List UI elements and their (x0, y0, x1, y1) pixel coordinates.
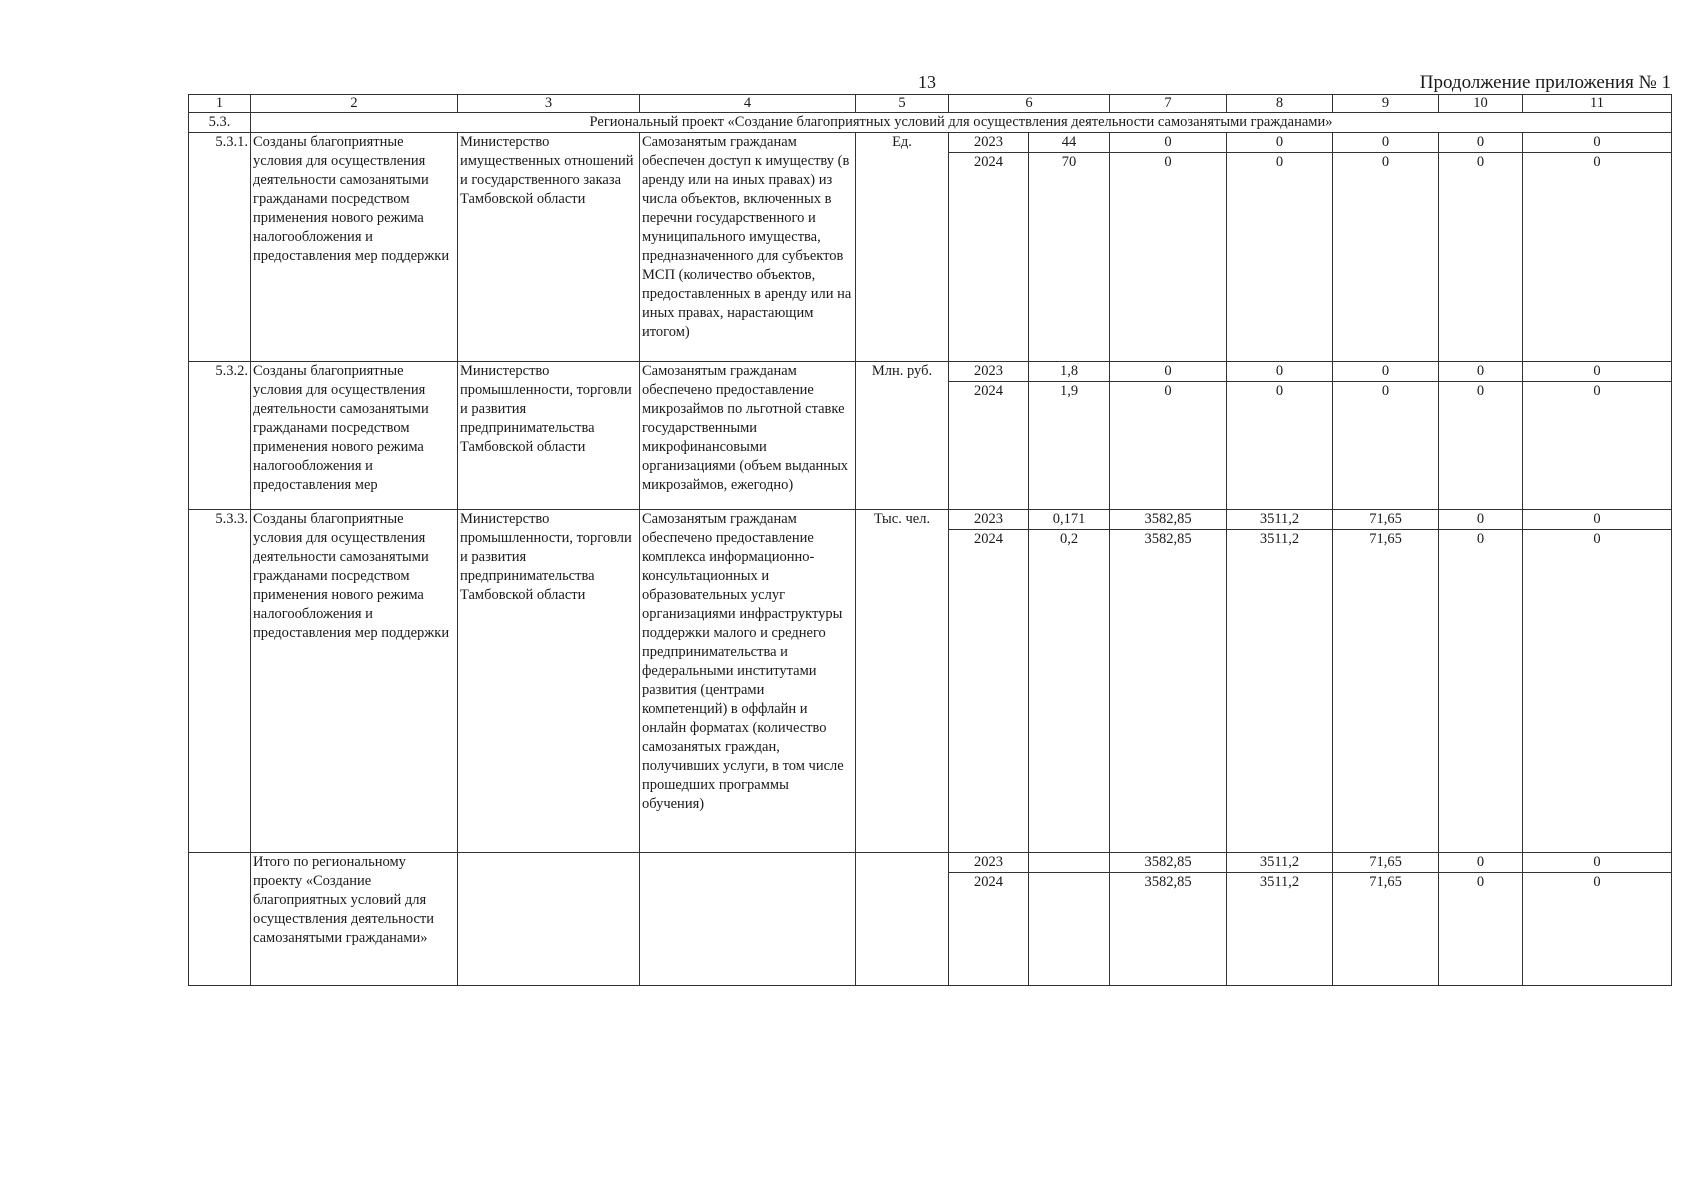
year-cell: 2023 (949, 133, 1029, 153)
col-number: 4 (640, 95, 856, 113)
empty-cell (856, 853, 949, 986)
col7-cell: 3582,85 (1110, 530, 1227, 853)
col7-cell: 0 (1110, 362, 1227, 382)
col11-cell: 0 (1523, 153, 1672, 362)
value-cell: 70 (1029, 153, 1110, 362)
col10-cell: 0 (1439, 853, 1523, 873)
project-title: Региональный проект «Создание благоприятных условий для осуществления деятельности самозанятыми гражданами» (251, 113, 1672, 133)
col-number: 9 (1333, 95, 1439, 113)
appendix-table (188, 94, 1672, 986)
row-number: 5.3.1. (189, 133, 251, 362)
column-number-row (189, 95, 1672, 113)
col-number: 7 (1110, 95, 1227, 113)
col11-cell: 0 (1523, 133, 1672, 153)
unit-cell: Тыс. чел. (856, 510, 949, 853)
col-number: 1 (189, 95, 251, 113)
col11-cell: 0 (1523, 362, 1672, 382)
col9-cell: 71,65 (1333, 530, 1439, 853)
col7-cell: 3582,85 (1110, 873, 1227, 986)
col8-cell: 3511,2 (1227, 510, 1333, 530)
col7-cell: 3582,85 (1110, 853, 1227, 873)
page-number: 13 (918, 72, 936, 92)
col8-cell: 0 (1227, 153, 1333, 362)
row-number: 5.3.2. (189, 362, 251, 510)
indicator-cell: Самозанятым гражданам обеспечен доступ к имуществу (в аренду или на иных правах) из числа объектов, включенных в перечни государственного и муниципального имущества, предназначенного для субъектов МСП (количество объектов, предоставленных в аренду или на иных правах, нарастающим итогом) (640, 133, 856, 362)
empty-cell (458, 853, 640, 986)
col8-cell: 0 (1227, 133, 1333, 153)
col10-cell: 0 (1439, 382, 1523, 510)
value-cell (1029, 853, 1110, 873)
value-cell: 0,171 (1029, 510, 1110, 530)
year-cell: 2024 (949, 530, 1029, 853)
col11-cell: 0 (1523, 382, 1672, 510)
col11-cell: 0 (1523, 873, 1672, 986)
value-cell: 44 (1029, 133, 1110, 153)
result-cell: Созданы благоприятные условия для осуществления деятельности самозанятыми гражданами посредством применения нового режима налогообложения и предоставления мер (251, 362, 458, 510)
row-number: 5.3.3. (189, 510, 251, 853)
table-row (189, 510, 1672, 530)
col8-cell: 3511,2 (1227, 873, 1333, 986)
year-cell: 2024 (949, 873, 1029, 986)
indicator-cell: Самозанятым гражданам обеспечено предоставление микрозаймов по льготной ставке государственными микрофинансовыми организациями (объем выданных микрозаймов, ежегодно) (640, 362, 856, 510)
col9-cell: 0 (1333, 153, 1439, 362)
col10-cell: 0 (1439, 873, 1523, 986)
year-cell: 2023 (949, 510, 1029, 530)
project-number: 5.3. (189, 113, 251, 133)
col8-cell: 3511,2 (1227, 853, 1333, 873)
table-row (189, 362, 1672, 382)
col8-cell: 0 (1227, 362, 1333, 382)
col7-cell: 0 (1110, 133, 1227, 153)
empty-cell (189, 853, 251, 986)
col10-cell: 0 (1439, 510, 1523, 530)
year-cell: 2023 (949, 853, 1029, 873)
value-cell: 0,2 (1029, 530, 1110, 853)
indicator-cell: Самозанятым гражданам обеспечено предоставление комплекса информационно-консультационных и образовательных услуг организациями инфраструктуры поддержки малого и среднего предпринимательства и федеральными институтами развития (центрами компетенций) в оффлайн и онлайн форматах (количество самозанятых граждан, получивших услуги, в том числе прошедших программы обучения) (640, 510, 856, 853)
col10-cell: 0 (1439, 133, 1523, 153)
col10-cell: 0 (1439, 362, 1523, 382)
continuation-note: Продолжение приложения № 1 (1419, 72, 1671, 93)
col7-cell: 0 (1110, 382, 1227, 510)
col8-cell: 0 (1227, 382, 1333, 510)
col9-cell: 71,65 (1333, 510, 1439, 530)
total-label: Итого по региональному проекту «Создание благоприятных условий для осуществления деятельности самозанятыми гражданами» (251, 853, 458, 986)
value-cell: 1,9 (1029, 382, 1110, 510)
col7-cell: 3582,85 (1110, 510, 1227, 530)
col10-cell: 0 (1439, 153, 1523, 362)
col10-cell: 0 (1439, 530, 1523, 853)
unit-cell: Млн. руб. (856, 362, 949, 510)
col11-cell: 0 (1523, 530, 1672, 853)
project-row (189, 113, 1672, 133)
col9-cell: 0 (1333, 382, 1439, 510)
col-number: 8 (1227, 95, 1333, 113)
col-number: 2 (251, 95, 458, 113)
unit-cell: Ед. (856, 133, 949, 362)
col-number: 5 (856, 95, 949, 113)
year-cell: 2023 (949, 362, 1029, 382)
col-number: 3 (458, 95, 640, 113)
col9-cell: 71,65 (1333, 853, 1439, 873)
executor-cell: Министерство промышленности, торговли и развития предпринимательства Тамбовской области (458, 510, 640, 853)
result-cell: Созданы благоприятные условия для осуществления деятельности самозанятыми гражданами посредством применения нового режима налогообложения и предоставления мер поддержки (251, 133, 458, 362)
value-cell: 1,8 (1029, 362, 1110, 382)
col11-cell: 0 (1523, 510, 1672, 530)
col8-cell: 3511,2 (1227, 530, 1333, 853)
result-cell: Созданы благоприятные условия для осуществления деятельности самозанятыми гражданами посредством применения нового режима налогообложения и предоставления мер поддержки (251, 510, 458, 853)
col7-cell: 0 (1110, 153, 1227, 362)
col-number: 6 (949, 95, 1110, 113)
col9-cell: 0 (1333, 133, 1439, 153)
executor-cell: Министерство имущественных отношений и государственного заказа Тамбовской области (458, 133, 640, 362)
year-cell: 2024 (949, 382, 1029, 510)
year-cell: 2024 (949, 153, 1029, 362)
empty-cell (640, 853, 856, 986)
value-cell (1029, 873, 1110, 986)
table-row (189, 133, 1672, 153)
col9-cell: 0 (1333, 362, 1439, 382)
col-number: 11 (1523, 95, 1672, 113)
col11-cell: 0 (1523, 853, 1672, 873)
executor-cell: Министерство промышленности, торговли и развития предпринимательства Тамбовской области (458, 362, 640, 510)
col9-cell: 71,65 (1333, 873, 1439, 986)
col-number: 10 (1439, 95, 1523, 113)
total-row (189, 853, 1672, 873)
